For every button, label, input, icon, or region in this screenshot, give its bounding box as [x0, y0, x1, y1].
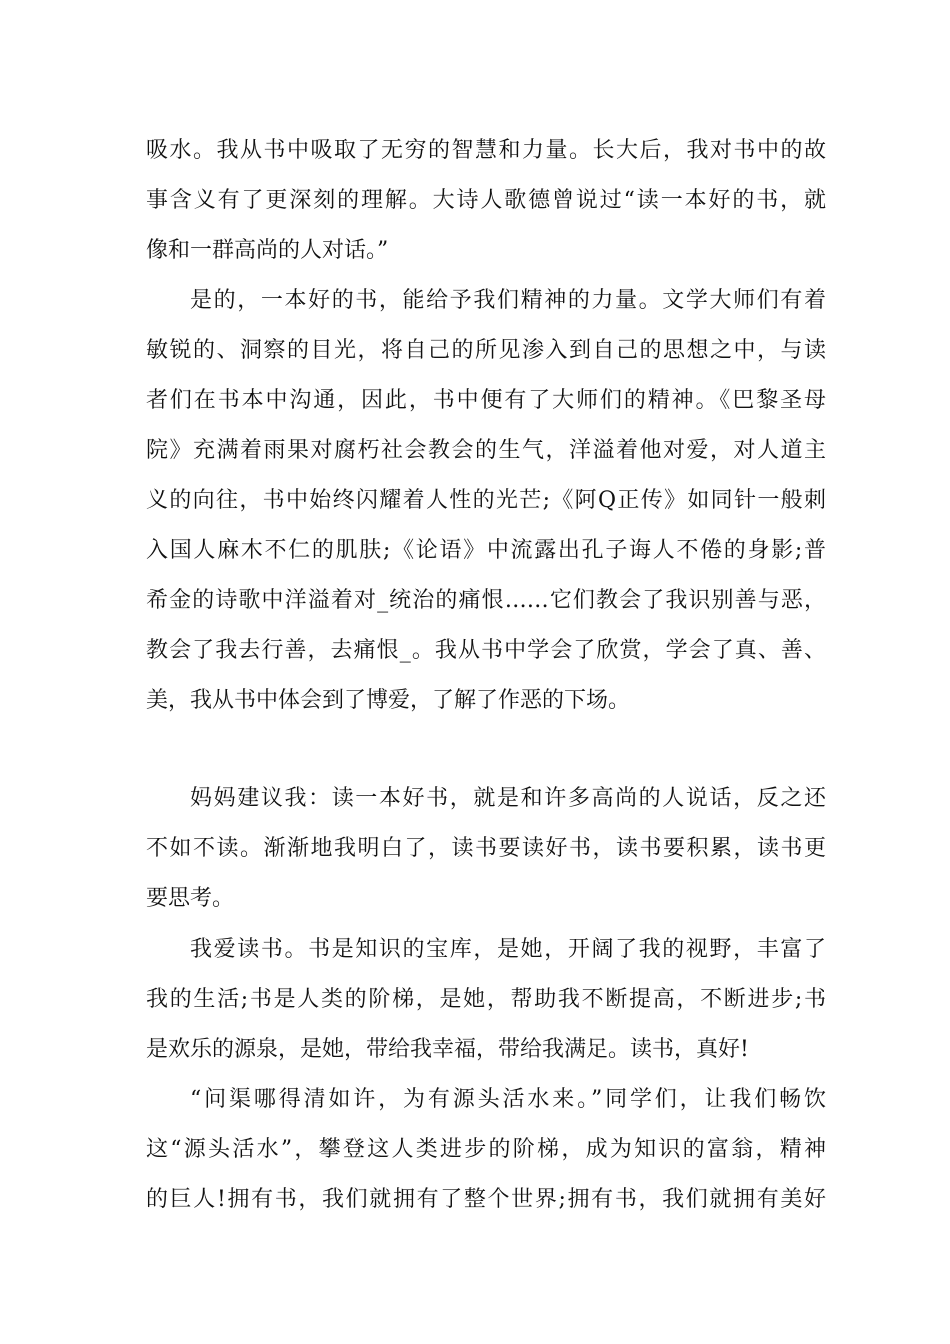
text-line: 我爱读书。书是知识的宝库，是她，开阔了我的视野，丰富了: [190, 937, 826, 962]
text-line: 不如不读。渐渐地我明白了，读书要读好书，读书要积累，读书更: [146, 836, 826, 861]
text-line: “问渠哪得清如许，为有源头活水来。”同学们，让我们畅饮: [190, 1087, 826, 1112]
text-line: 妈妈建议我：读一本好书，就是和许多高尚的人说话，反之还: [190, 786, 826, 811]
text-line: 教会了我去行善，去痛恨_。我从书中学会了欣赏，学会了真、善、: [146, 638, 826, 663]
text-line: 我的生活;书是人类的阶梯，是她，帮助我不断提高，不断进步;书: [146, 987, 826, 1012]
text-line: 入国人麻木不仁的肌肤;《论语》中流露出孔子诲人不倦的身影;普: [146, 538, 826, 563]
text-line: 的巨人!拥有书，我们就拥有了整个世界;拥有书，我们就拥有美好: [146, 1187, 826, 1212]
text-line: 院》充满着雨果对腐朽社会教会的生气，洋溢着他对爱，对人道主: [146, 438, 826, 463]
text-line: 是欢乐的源泉，是她，带给我幸福，带给我满足。读书，真好!: [146, 1037, 749, 1062]
text-line: 美，我从书中体会到了博爱，了解了作恶的下场。: [146, 688, 631, 713]
text-line: 事含义有了更深刻的理解。大诗人歌德曾说过“读一本好的书，就: [146, 188, 826, 213]
text-line: 者们在书本中沟通，因此，书中便有了大师们的精神。《巴黎圣母: [146, 388, 826, 413]
text-line: 这“源头活水”，攀登这人类进步的阶梯，成为知识的富翁，精神: [146, 1137, 826, 1162]
text-line: 义的向往，书中始终闪耀着人性的光芒;《阿Q正传》如同针一般刺: [146, 488, 826, 513]
text-line: 希金的诗歌中洋溢着对_统治的痛恨……它们教会了我识别善与恶，: [146, 588, 826, 613]
text-line: 吸水。我从书中吸取了无穷的智慧和力量。长大后，我对书中的故: [146, 138, 826, 163]
text-line: 是的，一本好的书，能给予我们精神的力量。文学大师们有着: [190, 288, 826, 313]
text-line: 敏锐的、洞察的目光，将自己的所见渗入到自己的思想之中，与读: [146, 338, 826, 363]
text-line: 要思考。: [146, 886, 235, 911]
text-line: 像和一群高尚的人对话。”: [146, 238, 389, 263]
